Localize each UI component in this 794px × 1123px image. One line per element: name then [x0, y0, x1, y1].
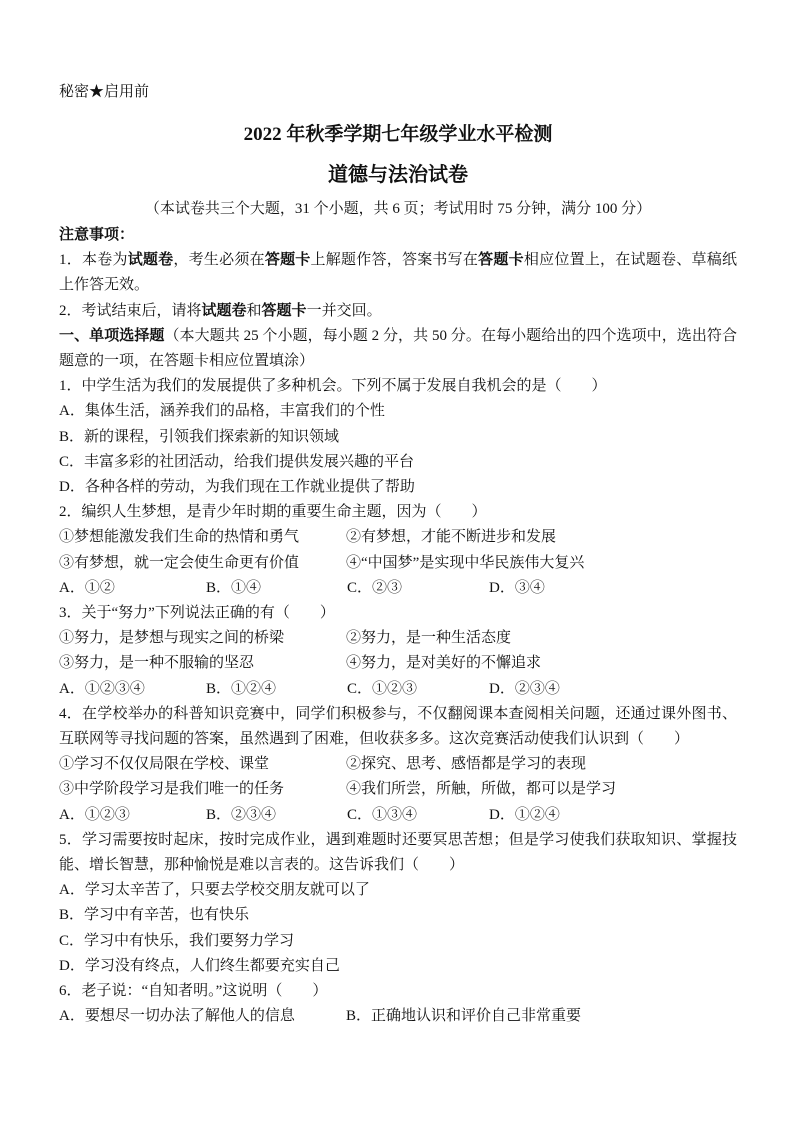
- note-emphasis: 答题卡: [264, 252, 311, 269]
- note-item: [59, 299, 737, 324]
- statement-cell: ③努力，是一种不服输的坚忍: [59, 655, 255, 672]
- option-cell: C．①②③: [347, 680, 418, 697]
- note-emphasis: 试题卷: [127, 252, 174, 269]
- option-cell: D．③④: [489, 579, 545, 596]
- statement-cell: ④努力，是对美好的不懈追求: [346, 655, 542, 672]
- option-cell-row: [59, 576, 737, 601]
- option-cell-row: [59, 399, 737, 424]
- note-text: ，考生必须在: [173, 252, 265, 269]
- option-cell: C．学习中有快乐，我们要努力学习: [59, 932, 295, 949]
- option-cell: A．①②③④: [59, 680, 145, 697]
- statement-cell: ③中学阶段学习是我们唯一的任务: [59, 781, 285, 798]
- option-cell: A．①②③: [59, 806, 130, 823]
- question-stem: 4．在学校举办的科普知识竞赛中，同学们积极参与，不仅翻阅课本查阅相关问题，还通过课外图书、互联网等寻找问题的答案，虽然遇到了困难，但收获多多。这次竞赛活动使我们认识到（ ）: [59, 705, 737, 748]
- exam-title: 2022 年秋季学期七年级学业水平检测: [243, 124, 553, 145]
- statement-cell: ④我们所尝，所触，所做，都可以是学习: [346, 781, 617, 798]
- option-cell-row: [59, 425, 737, 450]
- questions-list: [59, 374, 737, 1029]
- option-cell: B．②③④: [206, 806, 277, 823]
- statement-cell: ②探究、思考、感悟都是学习的表现: [346, 756, 587, 773]
- exam-subtitle: 道德与法治试卷: [328, 164, 468, 186]
- statement-cell-row: [59, 651, 737, 676]
- option-cell: A．学习太辛苦了，只要去学校交朋友就可以了: [59, 882, 370, 899]
- option-cell-row: [59, 929, 737, 954]
- option-cell-row: [59, 903, 737, 928]
- note-text: 和: [246, 302, 262, 319]
- option-cell: C．丰富多彩的社团活动，给我们提供发展兴趣的平台: [59, 453, 415, 470]
- section-heading: [59, 324, 737, 374]
- option-cell-row: [59, 954, 737, 979]
- statement-cell: ③有梦想，就一定会使生命更有价值: [59, 554, 300, 571]
- note-emphasis: 试题卷: [201, 302, 247, 319]
- notes-heading: 注意事项：: [59, 227, 135, 243]
- statement-cell-row: [59, 626, 737, 651]
- option-cell-row: [59, 1004, 737, 1029]
- note-item: [59, 248, 737, 298]
- question-stem: 6．老子说：“自知者明。”这说明（ ）: [59, 983, 328, 1000]
- option-cell: D．各种各样的劳动，为我们现在工作就业提供了帮助: [59, 479, 415, 496]
- statement-cell: ①梦想能激发我们生命的热情和勇气: [59, 529, 300, 546]
- statement-cell: ①学习不仅仅局限在学校、课堂: [59, 756, 270, 773]
- statement-cell-row: [59, 551, 737, 576]
- option-cell: A．集体生活，涵养我们的品格，丰富我们的个性: [59, 403, 385, 420]
- statement-cell: ④“中国梦”是实现中华民族伟大复兴: [346, 554, 585, 571]
- statement-cell: ①努力，是梦想与现实之间的桥梁: [59, 630, 285, 647]
- note-emphasis: 答题卡: [478, 252, 524, 269]
- notes-list: [59, 248, 737, 324]
- option-cell: D．②③④: [489, 680, 560, 697]
- option-cell-row: [59, 803, 737, 828]
- option-cell: B．学习中有辛苦，也有快乐: [59, 907, 250, 924]
- statement-cell-row: [59, 525, 737, 550]
- note-emphasis: 答题卡: [261, 302, 307, 319]
- section-heading-emphasis: 一、单项选择题: [59, 327, 165, 344]
- option-cell-row: [59, 475, 737, 500]
- option-cell: D．学习没有终点，人们终生都要充实自己: [59, 957, 340, 974]
- option-cell: A．要想尽一切办法了解他人的信息: [59, 1008, 295, 1025]
- option-cell: B．新的课程，引领我们探索新的知识领域: [59, 428, 340, 445]
- option-cell: A．①②: [59, 579, 115, 596]
- question-stem: 2．编织人生梦想，是青少年时期的重要生命主题，因为（ ）: [59, 504, 487, 521]
- option-cell: B．正确地认识和评价自己非常重要: [346, 1008, 582, 1025]
- option-cell-row: [59, 878, 737, 903]
- option-cell-row: [59, 450, 737, 475]
- classification-label: 秘密★启用前: [59, 84, 150, 100]
- section-heading-text: （本大题共 25 个小题，每小题 2 分，共 50 分。在每小题给出的四个选项中，选出符合题意的一项，在答题卡相应位置填涂）: [59, 327, 737, 370]
- statement-cell: ②有梦想，才能不断进步和发展: [346, 529, 557, 546]
- statement-cell: ②努力，是一种生活态度: [346, 630, 512, 647]
- question-stem: 1．中学生活为我们的发展提供了多种机会。下列不属于发展自我机会的是（ ）: [59, 378, 607, 395]
- option-cell: C．①③④: [347, 806, 418, 823]
- question-stem: 3．关于“努力”下列说法正确的有（ ）: [59, 605, 335, 622]
- option-cell: B．①②④: [206, 680, 277, 697]
- exam-info-line: （本试卷共三个大题，31 个小题，共 6 页；考试用时 75 分钟，满分 100 分）: [144, 201, 652, 217]
- note-text: 2．考试结束后，请将: [59, 302, 202, 319]
- note-text: 1．本卷为: [59, 252, 128, 269]
- option-cell: D．①②④: [489, 806, 560, 823]
- statement-cell-row: [59, 752, 737, 777]
- option-cell-row: [59, 677, 737, 702]
- note-text: 上解题作答，答案书写在: [310, 252, 479, 269]
- question-stem: 5．学习需要按时起床，按时完成作业，遇到难题时还要冥思苦想；但是学习使我们获取知识、掌握技能、增长智慧，那种愉悦是难以言表的。这告诉我们（ ）: [59, 831, 737, 874]
- note-text: 相应位置上，在试题卷、草稿纸上作答无效。: [59, 252, 737, 294]
- option-cell: C．②③: [347, 579, 403, 596]
- option-cell: B．①④: [206, 579, 262, 596]
- note-text: 一并交回。: [306, 302, 382, 319]
- statement-cell-row: [59, 777, 737, 802]
